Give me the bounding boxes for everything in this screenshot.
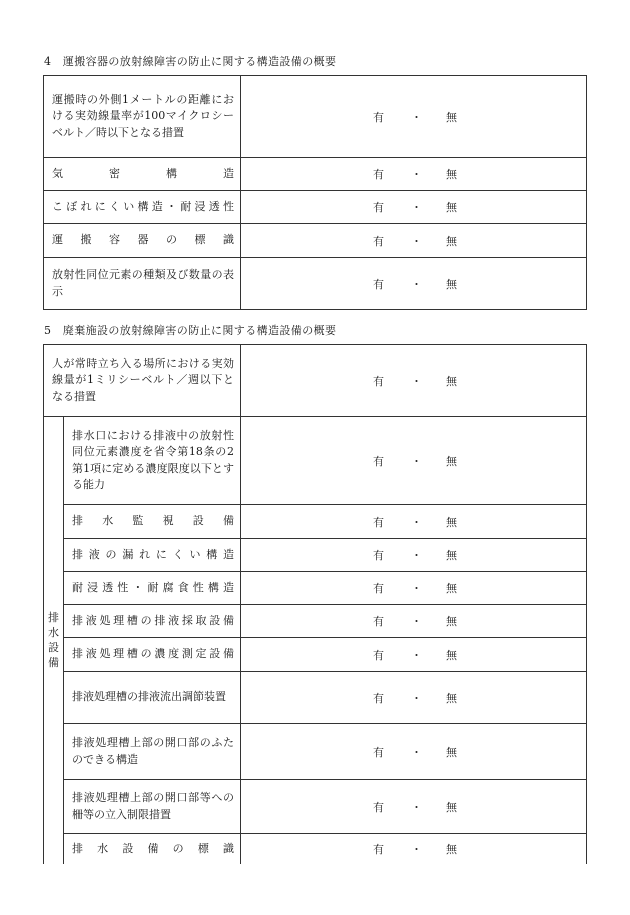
- row-label: 排液処理槽の濃度測定設備: [64, 638, 241, 672]
- yes-no-choice[interactable]: [241, 158, 587, 191]
- separator-dot: ・: [411, 515, 422, 529]
- separator-dot: ・: [411, 615, 422, 628]
- yes-no-choice[interactable]: [241, 76, 587, 158]
- yes-no-choice[interactable]: [241, 345, 587, 417]
- section5-table: [43, 344, 587, 864]
- yes-no-choice[interactable]: [241, 224, 587, 258]
- yes-option[interactable]: 有: [373, 745, 384, 759]
- table-row: [44, 638, 587, 672]
- row-label: 排 水 監 視 設 備: [64, 505, 241, 539]
- section5-heading: 5 廃棄施設の放射線障害の防止に関する構造設備の概要: [44, 324, 337, 337]
- separator-dot: ・: [411, 234, 422, 248]
- separator-dot: ・: [411, 691, 422, 705]
- yes-option[interactable]: 有: [373, 691, 384, 705]
- table-row: [44, 224, 587, 258]
- yes-no-choice[interactable]: [241, 605, 587, 638]
- table-row: [44, 345, 587, 417]
- no-option[interactable]: 無: [446, 615, 457, 628]
- yes-option[interactable]: 有: [373, 374, 384, 388]
- no-option[interactable]: 無: [446, 582, 457, 595]
- no-option[interactable]: 無: [446, 201, 457, 214]
- no-option[interactable]: 無: [446, 168, 457, 181]
- separator-dot: ・: [411, 168, 422, 181]
- no-option[interactable]: 無: [446, 648, 457, 662]
- row-label: 排液の漏れにくい構造: [64, 539, 241, 572]
- no-option[interactable]: 無: [446, 691, 457, 705]
- table-row: [44, 417, 587, 505]
- yes-no-choice[interactable]: [241, 191, 587, 224]
- row-label: 排 水 設 備 の 標 識: [64, 834, 241, 864]
- separator-dot: ・: [411, 549, 422, 562]
- separator-dot: ・: [411, 277, 422, 291]
- row-label: 排液処理槽の排液流出調節装置: [64, 672, 241, 724]
- separator-dot: ・: [411, 800, 422, 814]
- table-row: [44, 539, 587, 572]
- row-label: 排液処理槽上部の開口部等への柵等の立入制限措置: [64, 780, 241, 834]
- separator-dot: ・: [411, 648, 422, 662]
- separator-dot: ・: [411, 842, 422, 856]
- yes-option[interactable]: 有: [373, 515, 384, 529]
- table-row: [44, 505, 587, 539]
- yes-option[interactable]: 有: [373, 110, 384, 124]
- yes-option[interactable]: 有: [373, 234, 384, 248]
- no-option[interactable]: 無: [446, 277, 457, 291]
- drainage-equipment-group-label: 排 水 設 備: [44, 417, 64, 864]
- table-row: [44, 76, 587, 158]
- yes-option[interactable]: 有: [373, 615, 384, 628]
- table-row: [44, 724, 587, 780]
- table-row: [44, 605, 587, 638]
- no-option[interactable]: 無: [446, 745, 457, 759]
- yes-no-choice[interactable]: [241, 417, 587, 505]
- no-option[interactable]: 無: [446, 374, 457, 388]
- yes-option[interactable]: 有: [373, 277, 384, 291]
- row-label: 耐浸透性・耐腐食性構造: [64, 572, 241, 605]
- separator-dot: ・: [411, 582, 422, 595]
- row-label: 排水口における排液中の放射性同位元素濃度を省令第18条の2第1項に定める濃度限度以下とする能力: [64, 417, 241, 505]
- yes-option[interactable]: 有: [373, 800, 384, 814]
- no-option[interactable]: 無: [446, 234, 457, 248]
- yes-option[interactable]: 有: [373, 648, 384, 662]
- yes-no-choice[interactable]: [241, 505, 587, 539]
- no-option[interactable]: 無: [446, 454, 457, 468]
- row-label: 排液処理槽の排液採取設備: [64, 605, 241, 638]
- table-row: [44, 572, 587, 605]
- row-label: 排液処理槽上部の開口部のふたのできる構造: [64, 724, 241, 780]
- yes-option[interactable]: 有: [373, 549, 384, 562]
- section4-heading: 4 運搬容器の放射線障害の防止に関する構造設備の概要: [44, 55, 337, 68]
- table-row: [44, 158, 587, 191]
- separator-dot: ・: [411, 201, 422, 214]
- yes-option[interactable]: 有: [373, 582, 384, 595]
- separator-dot: ・: [411, 454, 422, 468]
- row-label: 気 密 構 造: [44, 158, 241, 191]
- yes-option[interactable]: 有: [373, 842, 384, 856]
- row-label: 運 搬 容 器 の 標 識: [44, 224, 241, 258]
- yes-no-choice[interactable]: [241, 638, 587, 672]
- table-row: [44, 834, 587, 864]
- yes-option[interactable]: 有: [373, 454, 384, 468]
- no-option[interactable]: 無: [446, 110, 457, 124]
- yes-option[interactable]: 有: [373, 201, 384, 214]
- yes-option[interactable]: 有: [373, 168, 384, 181]
- yes-no-choice[interactable]: [241, 672, 587, 724]
- separator-dot: ・: [411, 374, 422, 388]
- row-label: 運搬時の外側1メートルの距離における実効線量率が100マイクロシーベルト／時以下となる措置: [44, 76, 241, 158]
- table-row: [44, 672, 587, 724]
- yes-no-choice[interactable]: [241, 572, 587, 605]
- no-option[interactable]: 無: [446, 800, 457, 814]
- separator-dot: ・: [411, 110, 422, 124]
- table-row: [44, 191, 587, 224]
- yes-no-choice[interactable]: [241, 539, 587, 572]
- table-row: [44, 780, 587, 834]
- yes-no-choice[interactable]: [241, 780, 587, 834]
- table-row: [44, 258, 587, 310]
- no-option[interactable]: 無: [446, 842, 457, 856]
- section4-table: [43, 75, 587, 310]
- yes-no-choice[interactable]: [241, 834, 587, 864]
- no-option[interactable]: 無: [446, 549, 457, 562]
- no-option[interactable]: 無: [446, 515, 457, 529]
- separator-dot: ・: [411, 745, 422, 759]
- yes-no-choice[interactable]: [241, 258, 587, 310]
- yes-no-choice[interactable]: [241, 724, 587, 780]
- row-label: こぼれにくい構造・耐浸透性: [44, 191, 241, 224]
- row-label: 人が常時立ち入る場所における実効線量が1ミリシーベルト／週以下となる措置: [44, 345, 241, 417]
- row-label: 放射性同位元素の種類及び数量の表示: [44, 258, 241, 310]
